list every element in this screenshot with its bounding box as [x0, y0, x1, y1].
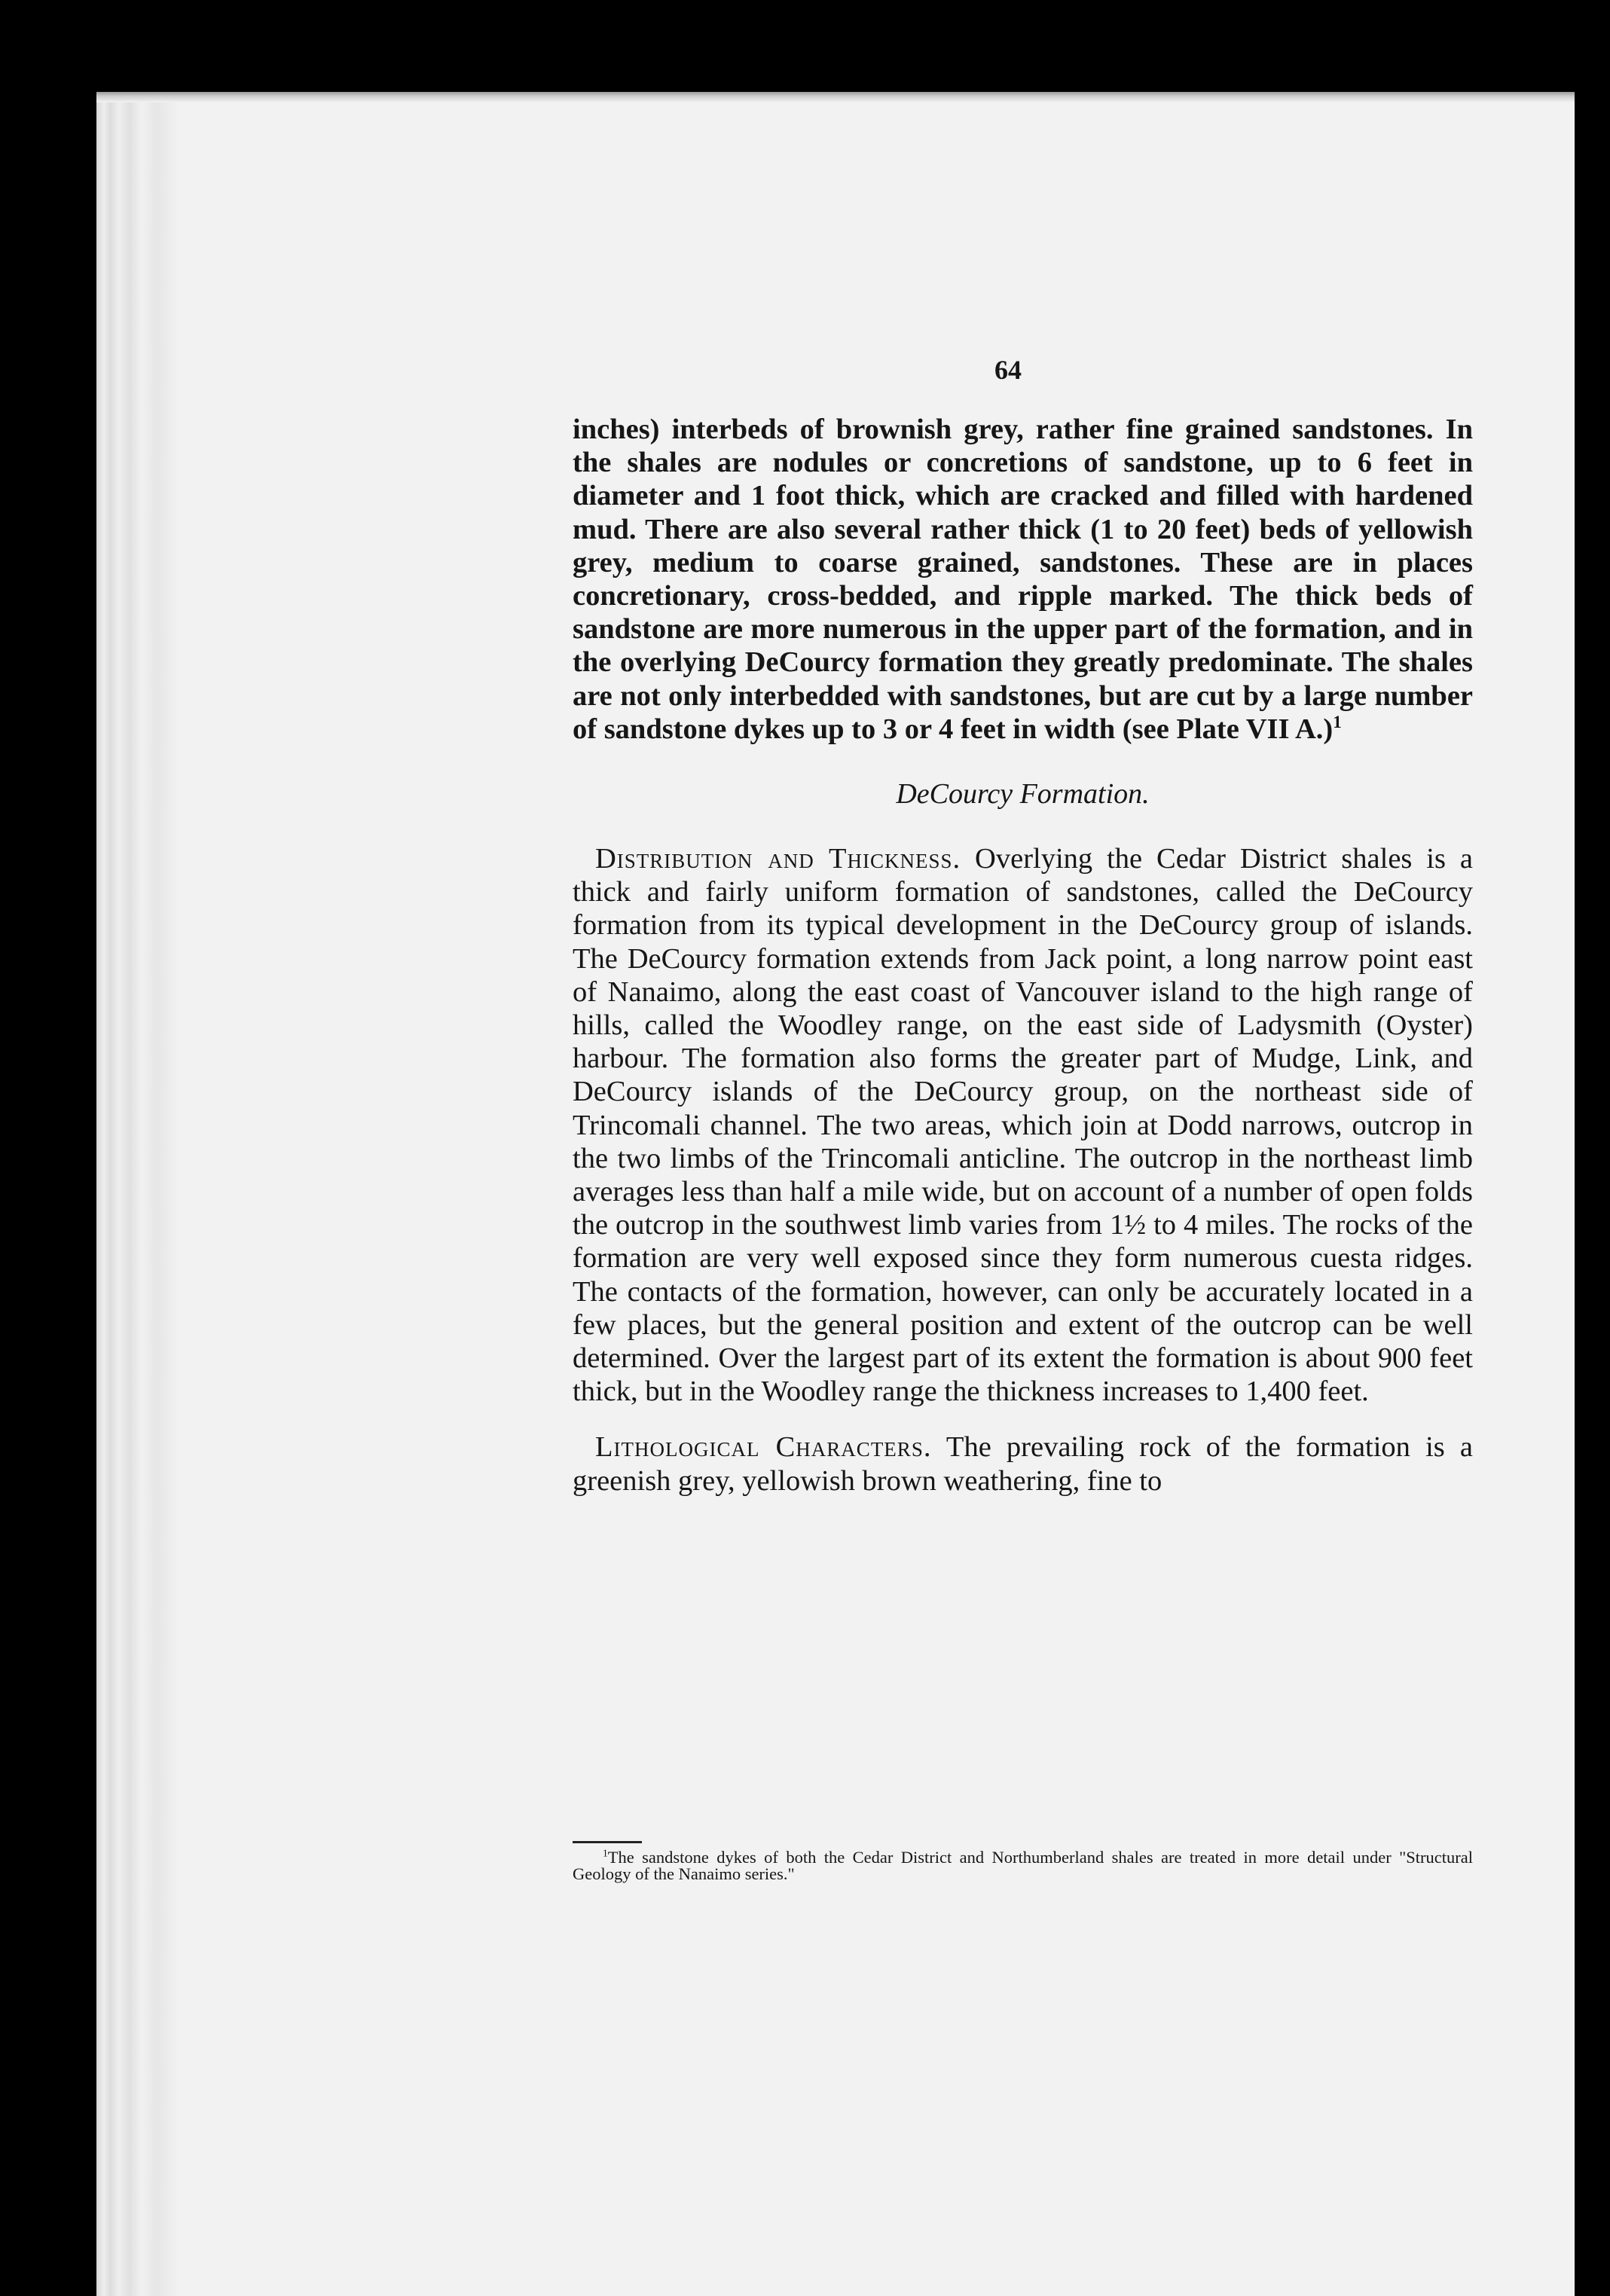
section-heading: DeCourcy Formation. — [896, 778, 1150, 811]
footnote-rule — [573, 1841, 642, 1843]
page-number: 64 — [994, 355, 1022, 385]
stacked-page-edges — [96, 92, 179, 2296]
footnote — [573, 1849, 1473, 1882]
distribution-text: Overlying the Cedar District shales is a thick and fairly uniform formation of sandstones, called the DeCourcy formation from its typical development in the DeCourcy group of islands. The DeCourcy formation extends from Jack point, a long narrow point east of Nanaimo, along the east coast of Vancouver island to the high range of hills, called the Woodley range, on the east side of Ladysmith (Oyster) harbour. The formation also forms the greater part of Mudge, Link, and DeCourcy islands of the DeCourcy group, on the northeast side of Trincomali channel. The two areas, which join at Dodd narrows, outcrop in the two limbs of the Trincomali anticline. The outcrop in the northeast limb averages less than half a mile wide, but on account of a number of open folds the outcrop in the southwest limb varies from 1½ to 4 miles. The rocks of the formation are very well exposed since they form numerous cuesta ridges. The contacts of the formation, however, can only be accurately located in a few places, but the general position and extent of the outcrop can be well determined. Over the largest part of its extent the formation is about 900 feet thick, but in the Woodley range the thickness increases to 1,400 feet. — [573, 843, 1474, 1408]
footnote-marker: 1 — [603, 1847, 608, 1859]
lithological-text: The prevailing rock of the formation is a greenish grey, yellowish brown weathering, fine to — [573, 1431, 1473, 1497]
footnote-text: The sandstone dykes of both the Cedar District and Northumberland shales are treated in more detail under "Structural Geology of the Nanaimo series." — [573, 1848, 1473, 1883]
distribution-label: Distribution and Thickness. — [595, 843, 961, 875]
body-text — [573, 413, 1473, 1498]
lithological-paragraph — [573, 1430, 1473, 1497]
paragraph-continued — [573, 413, 1473, 746]
distribution-paragraph — [573, 842, 1473, 1408]
page-top-shadow — [96, 92, 1575, 102]
footnote-reference: 1 — [1333, 712, 1342, 731]
paragraph-continued-text: inches) interbeds of brownish grey, rather fine grained sandstones. In the shales are nodules or concretions of sandstone, up to 6 feet in diameter and 1 foot thick, which are cracked and filled with hardened mud. There are also several rather thick (1 to 20 feet) beds of yellowish grey, medium to coarse grained, sandstones. These are in places concretionary, cross-bedded, and ripple marked. The thick beds of sandstone are more numerous in the upper part of the formation, and in the overlying DeCourcy formation they greatly predominate. The shales are not only interbedded with sandstones, but are cut by a large number of sandstone dykes up to 3 or 4 feet in width (see Plate VII A.) — [573, 414, 1473, 745]
lithological-label: Lithological Characters. — [595, 1431, 932, 1464]
